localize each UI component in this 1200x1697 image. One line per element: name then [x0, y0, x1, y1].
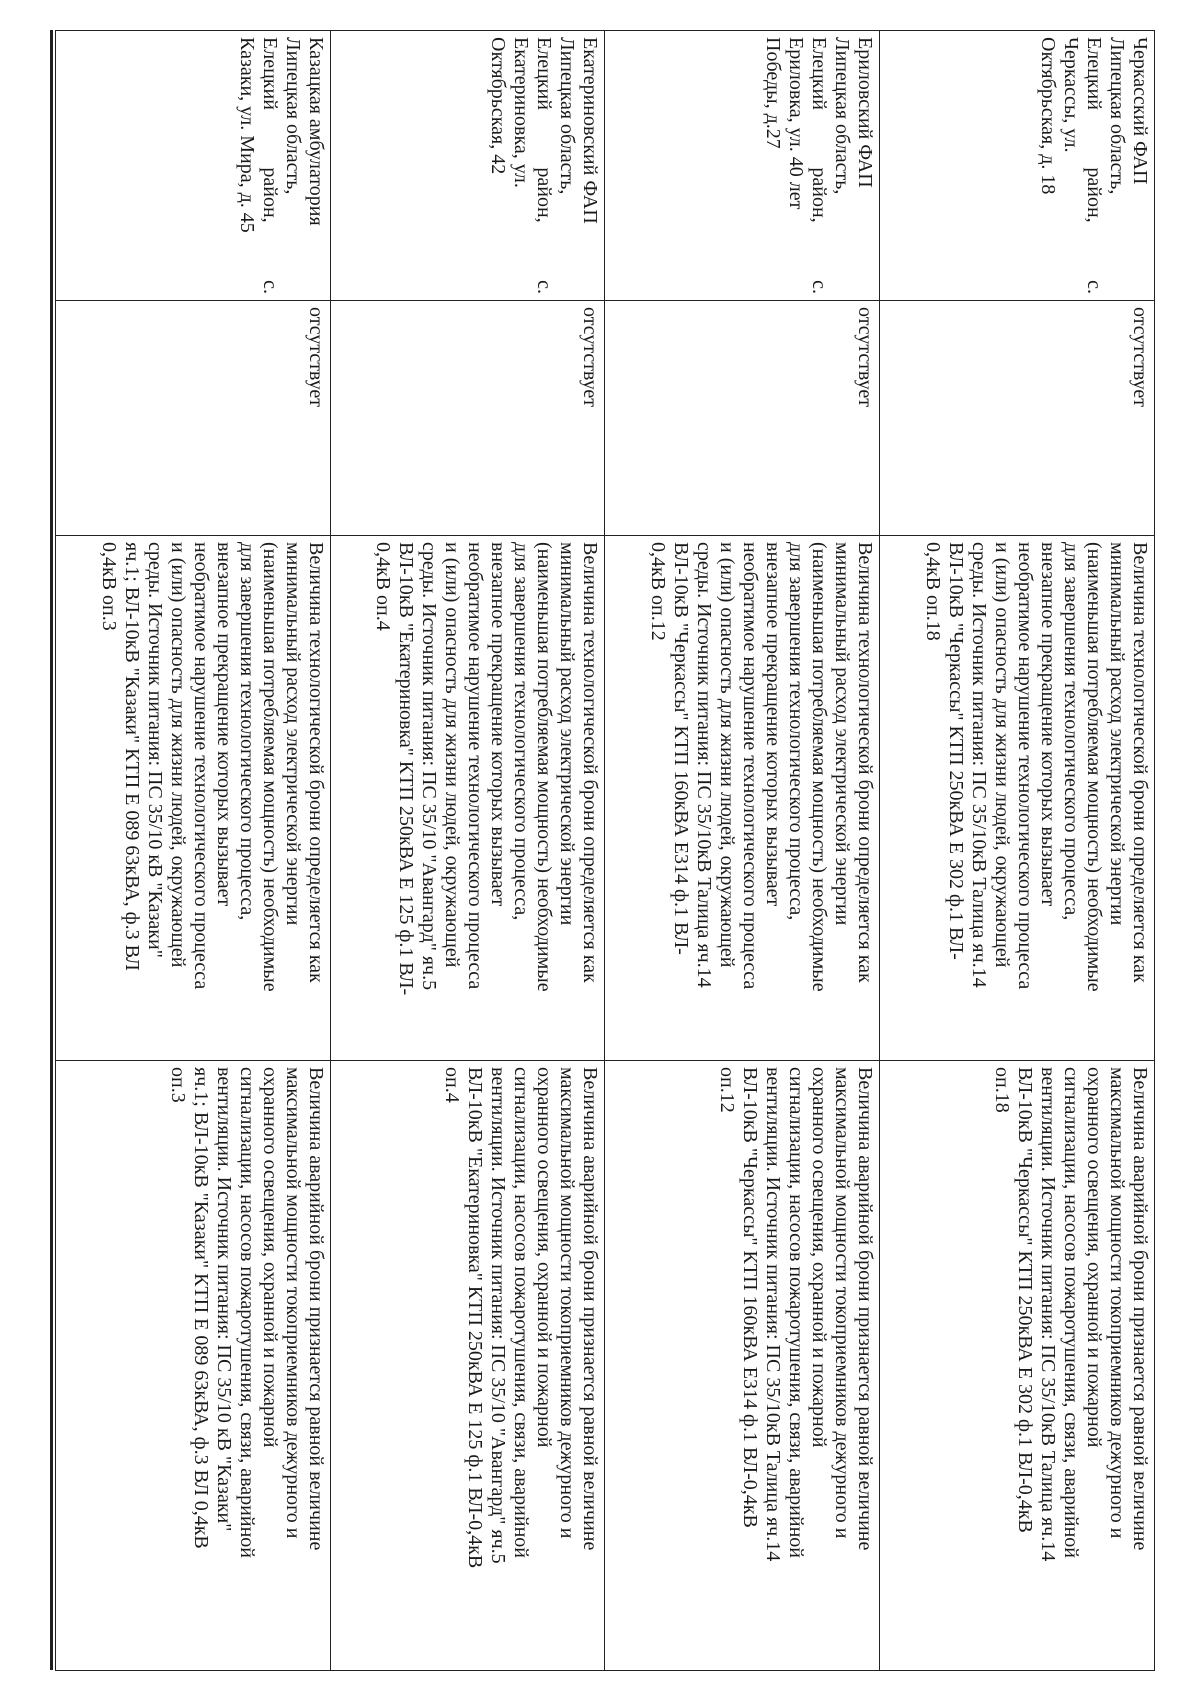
technological-reserve-line: внезапное прекращение которых вызывает — [487, 542, 510, 907]
emergency-reserve-cell — [330, 1061, 605, 1671]
facility-line: Елецкий район, с. — [808, 37, 831, 294]
technological-reserve-line: и (или) опасность для жизни людей, окружающей — [166, 542, 189, 968]
reserve-status-text: отсутствует — [854, 307, 877, 408]
empty-row-line-1 — [52, 30, 53, 1670]
emergency-reserve-cell — [880, 1061, 1155, 1671]
technological-reserve-line: среды. Источник питания: ПС 35/10кВ Талица яч.14 — [968, 542, 990, 988]
technological-reserve-line: ВЛ-10кВ "Черкассы" КТП 160кВА Е314 ф.1 ВЛ- — [670, 542, 693, 955]
emergency-reserve-line: оп.3 — [166, 1067, 189, 1103]
reserve-status-cell — [605, 301, 880, 536]
technological-reserve-line: (наименьшая потребляемая мощность) необходимые — [808, 542, 831, 992]
reserve-status-text: отсутствует — [579, 307, 602, 408]
technological-reserve-cell — [330, 536, 605, 1061]
technological-reserve-line: ВЛ-10кВ "Екатериновка" КТП 250кВА Е 125 ф.1 ВЛ- — [395, 542, 418, 996]
facility-cell — [880, 31, 1155, 301]
emergency-reserve-line: максимальной мощности токоприемников дежурного и — [281, 1067, 304, 1539]
emergency-reserve-cell — [56, 1061, 331, 1671]
facility-line: Октябрьская, 42 — [487, 37, 510, 175]
technological-reserve-line: (наименьшая потребляемая мощность) необходимые — [258, 542, 281, 992]
facility-line: Казаки, ул. Мира, д. 45 — [235, 37, 258, 233]
emergency-reserve-line: сигнализации, насосов пожаротушения, связи, аварийной — [1060, 1067, 1082, 1558]
emergency-reserve-line: Величина аварийной брони признается равной величине — [854, 1067, 877, 1551]
facility-line: Елецкий район, с. — [1083, 37, 1105, 294]
reserve-status-cell — [880, 301, 1155, 536]
technological-reserve-line: Величина технологической брони определяется как — [1129, 542, 1151, 983]
technological-reserve-line: среды. Источник питания: ПС 35/10кВ Талица яч.14 — [693, 542, 716, 988]
technological-reserve-line: необратимое нарушение технологического процесса — [464, 542, 487, 990]
facility-line: Черкасский ФАП — [1129, 37, 1151, 185]
technological-reserve-line: и (или) опасность для жизни людей, окружающей — [991, 542, 1013, 968]
power-reserve-table — [55, 30, 1155, 1671]
facility-line: Липецкая область, — [281, 37, 304, 195]
technological-reserve-line: яч.1; ВЛ-10кВ "Казаки" КТП Е 089 63кВА, ф.3 ВЛ — [120, 542, 143, 971]
technological-reserve-line: среды. Источник питания: ПС 35/10 "Авангард" яч.5 — [418, 542, 441, 991]
facility-line: Победы, д.27 — [762, 37, 785, 149]
technological-reserve-line: (наименьшая потребляемая мощность) необходимые — [1083, 542, 1105, 992]
facility-cell — [330, 31, 605, 301]
technological-reserve-line: минимальный расход электрической энергии — [1106, 542, 1128, 926]
technological-reserve-line: для завершения технологического процесса, — [785, 542, 808, 921]
facility-line: Казацкая амбулатория — [304, 37, 327, 226]
emergency-reserve-line: оп.12 — [716, 1067, 739, 1113]
facility-line: Липецкая область, — [1106, 37, 1128, 195]
emergency-reserve-line: максимальной мощности токоприемников дежурного и — [1106, 1067, 1128, 1539]
emergency-reserve-line: ВЛ-10кВ "Черкассы" КТП 250кВА Е 302 ф.1 ВЛ-0,4кВ — [1014, 1067, 1036, 1533]
emergency-reserve-line: сигнализации, насосов пожаротушения, связи, аварийной — [785, 1067, 808, 1558]
emergency-reserve-line: максимальной мощности токоприемников дежурного и — [556, 1067, 579, 1539]
table-row — [56, 31, 331, 1671]
technological-reserve-line: для завершения технологического процесса, — [235, 542, 258, 921]
emergency-reserve-line: охранного освещения, охранной и пожарной — [258, 1067, 281, 1448]
reserve-status-text: отсутствует — [304, 307, 327, 408]
facility-line: Елецкий район, с. — [258, 37, 281, 294]
emergency-reserve-line: сигнализации, насосов пожаротушения, связи, аварийной — [235, 1067, 258, 1558]
facility-cell — [56, 31, 331, 301]
table-row — [605, 31, 880, 1671]
technological-reserve-line: для завершения технологического процесса, — [1060, 542, 1082, 921]
emergency-reserve-line: охранного освещения, охранной и пожарной — [533, 1067, 556, 1448]
technological-reserve-line: Величина технологической брони определяется как — [304, 542, 327, 983]
emergency-reserve-cell — [605, 1061, 880, 1671]
emergency-reserve-line: охранного освещения, охранной и пожарной — [808, 1067, 831, 1448]
technological-reserve-line: ВЛ-10кВ "Черкассы" КТП 250кВА Е 302 ф.1 ВЛ- — [945, 542, 967, 960]
emergency-reserve-line: Величина аварийной брони признается равной величине — [1129, 1067, 1151, 1551]
technological-reserve-line: минимальный расход электрической энергии — [831, 542, 854, 926]
technological-reserve-line: для завершения технологического процесса, — [510, 542, 533, 921]
technological-reserve-line: 0,4кВ оп.12 — [647, 542, 670, 641]
technological-reserve-line: и (или) опасность для жизни людей, окружающей — [441, 542, 464, 968]
facility-line: Екатериновский ФАП — [579, 37, 602, 224]
emergency-reserve-line: яч.1; ВЛ-10кВ "Казаки" КТП Е 089 63кВА, ф.3 ВЛ 0,4кВ — [189, 1067, 212, 1549]
table-row — [330, 31, 605, 1671]
table-body — [56, 31, 1155, 1671]
facility-line: Черкассы, ул. — [1060, 37, 1082, 153]
technological-reserve-line: необратимое нарушение технологического процесса — [189, 542, 212, 990]
rotated-table-container — [55, 30, 1155, 1670]
facility-line: Ериловский ФАП — [854, 37, 877, 188]
technological-reserve-line: внезапное прекращение которых вызывает — [1037, 542, 1059, 907]
reserve-status-cell — [330, 301, 605, 536]
emergency-reserve-line: охранного освещения, охранной и пожарной — [1083, 1067, 1105, 1448]
technological-reserve-line: 0,4кВ оп.3 — [97, 542, 120, 631]
technological-reserve-line: и (или) опасность для жизни людей, окружающей — [716, 542, 739, 968]
technological-reserve-line: внезапное прекращение которых вызывает — [762, 542, 785, 907]
emergency-reserve-line: ВЛ-10кВ "Черкассы" КТП 160кВА Е314 ф.1 ВЛ-0,4кВ — [739, 1067, 762, 1528]
facility-line: Ериловка, ул. 40 лет — [785, 37, 808, 210]
technological-reserve-line: 0,4кВ оп.4 — [372, 542, 395, 631]
facility-line: Липецкая область, — [556, 37, 579, 195]
technological-reserve-cell — [605, 536, 880, 1061]
technological-reserve-line: Величина технологической брони определяется как — [579, 542, 602, 983]
emergency-reserve-line: Величина аварийной брони признается равной величине — [304, 1067, 327, 1551]
emergency-reserve-line: оп.4 — [441, 1067, 464, 1103]
technological-reserve-line: минимальный расход электрической энергии — [556, 542, 579, 926]
technological-reserve-line: необратимое нарушение технологического процесса — [1014, 542, 1036, 990]
emergency-reserve-line: вентиляции. Источник питания: ПС 35/10 "Авангард" яч.5 — [487, 1067, 510, 1564]
technological-reserve-line: среды. Источник питания: ПС 35/10 кВ "Казаки" — [143, 542, 166, 958]
technological-reserve-line: Величина технологической брони определяется как — [854, 542, 877, 983]
emergency-reserve-line: сигнализации, насосов пожаротушения, связи, аварийной — [510, 1067, 533, 1558]
technological-reserve-line: внезапное прекращение которых вызывает — [212, 542, 235, 907]
facility-line: Октябрьская, д. 18 — [1037, 37, 1059, 195]
technological-reserve-line: необратимое нарушение технологического процесса — [739, 542, 762, 990]
emergency-reserve-line: Величина аварийной брони признается равной величине — [579, 1067, 602, 1551]
emergency-reserve-line: вентиляции. Источник питания: ПС 35/10 кВ "Казаки" — [212, 1067, 235, 1532]
emergency-reserve-line: оп.18 — [991, 1067, 1013, 1113]
facility-cell — [605, 31, 880, 301]
technological-reserve-line: 0,4кВ оп.18 — [922, 542, 944, 641]
facility-line: Екатериновка, ул. — [510, 37, 533, 188]
technological-reserve-line: минимальный расход электрической энергии — [281, 542, 304, 926]
emergency-reserve-line: максимальной мощности токоприемников дежурного и — [831, 1067, 854, 1539]
facility-line: Липецкая область, — [831, 37, 854, 195]
technological-reserve-cell — [56, 536, 331, 1061]
facility-line: Елецкий район, с. — [533, 37, 556, 294]
technological-reserve-line: (наименьшая потребляемая мощность) необходимые — [533, 542, 556, 992]
emergency-reserve-line: ВЛ-10кВ "Екатериновка" КТП 250кВА Е 125 ф.1 ВЛ-0,4кВ — [464, 1067, 487, 1569]
reserve-status-text: отсутствует — [1129, 307, 1151, 408]
table-row — [880, 31, 1155, 1671]
emergency-reserve-line: вентиляции. Источник питания: ПС 35/10кВ Талица яч.14 — [762, 1067, 785, 1562]
empty-row-line-3 — [51, 30, 52, 1670]
emergency-reserve-line: вентиляции. Источник питания: ПС 35/10кВ Талица яч.14 — [1037, 1067, 1059, 1562]
technological-reserve-cell — [880, 536, 1155, 1061]
reserve-status-cell — [56, 301, 331, 536]
